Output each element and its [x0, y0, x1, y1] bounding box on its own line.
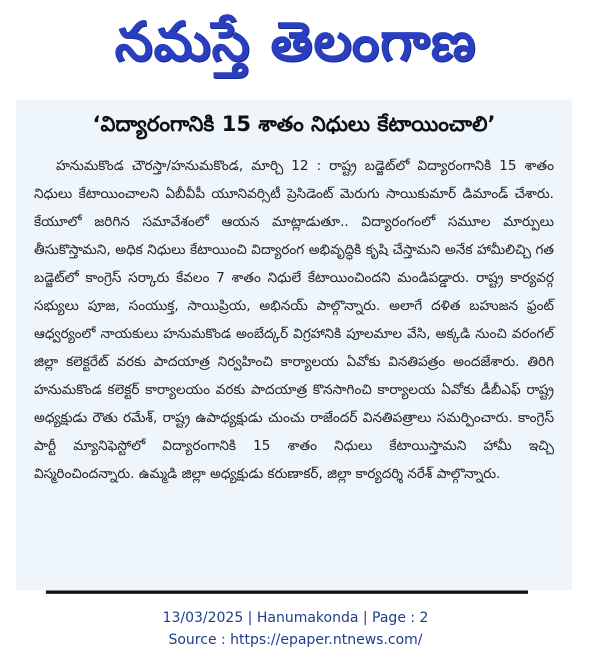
- article-headline: ‘విద్యారంగానికి 15 శాతం నిధులు కేటాయించాలి’: [92, 112, 496, 136]
- source-link[interactable]: Source : https://epaper.ntnews.com/: [168, 632, 423, 648]
- publication-meta: 13/03/2025 | Hanumakonda | Page : 2: [162, 610, 429, 626]
- next-article-cutoff-headline: ━━━━━━━━━━━━━━━━━━━━━━━━━━━━━━━━━━━━━━━━: [46, 580, 528, 604]
- article-body: హనుమకొండ చౌరస్తా/హనుమకొండ, మార్చి 12 : రాష్ట్ర బడ్జెట్‌లో విద్యారంగానికి 15 శాతం నిధులు కేటాయించాలని ఏబీవీపీ యూనివర్సిటీ ప్రెసిడెంట్ మెరుగు సాయికుమార్ డిమాండ్ చేశారు. కేయూలో జరిగిన సమావేశంలో ఆయన మాట్లాడుతూ.. విద్యారంగంలో సమూల మార్పులు తీసుకొస్తామని, అధిక నిధులు కేటాయించి విద్యారంగ అభివృద్ధికి కృషి చేస్తామని అనేక హామీలిచ్చి గత బడ్జెట్‌లో కాంగ్రెస్ సర్కారు కేవలం 7 శాతం నిధులే కేటాయించిందని మండిపడ్డారు. రాష్ట్ర కార్యవర్గ సభ్యులు పూజ, సంయుక్త, సాయిప్రియ, అభినయ్ పాల్గొన్నారు. అలాగే దళిత బహుజన ఫ్రంట్ ఆధ్వర్యంలో నాయకులు హనుమకొండ అంబేద్కర్ విగ్రహానికి పూలమాల వేసి, అక్కడి నుంచి వరంగల్ జిల్లా కలెక్టరేట్ వరకు పాదయాత్ర నిర్వహించి కార్యాలయ ఏవోకు వినతిపత్రం అందజేశారు. తిరిగి హనుమకొండ కలెక్టర్ కార్యాలయం వరకు పాదయాత్ర కొనసాగించి కార్యాలయ ఏవోకు డీబీఎఫ్ రాష్ట్ర అధ్యక్షుడు రౌతు రమేశ్, రాష్ట్ర ఉపాధ్యక్షుడు చుంచు రాజేందర్ వినతిపత్రాలు సమర్పించారు. కాంగ్రెస్ పార్టీ మ్యానిఫెస్టోలో విద్యారంగానికి 15 శాతం నిధులు కేటాయిస్తామని హామీ ఇచ్చి విస్మరించిందన్నారు. ఉమ్మడి జిల్లా అధ్యక్షుడు కరుణాకర్, జిల్లా కార్యదర్శి నరేశ్ పాల్గొన్నారు.: [34, 158, 554, 482]
- newspaper-masthead: నమస్తే తెలంగాణ: [114, 10, 477, 73]
- article-clipping: [16, 100, 572, 604]
